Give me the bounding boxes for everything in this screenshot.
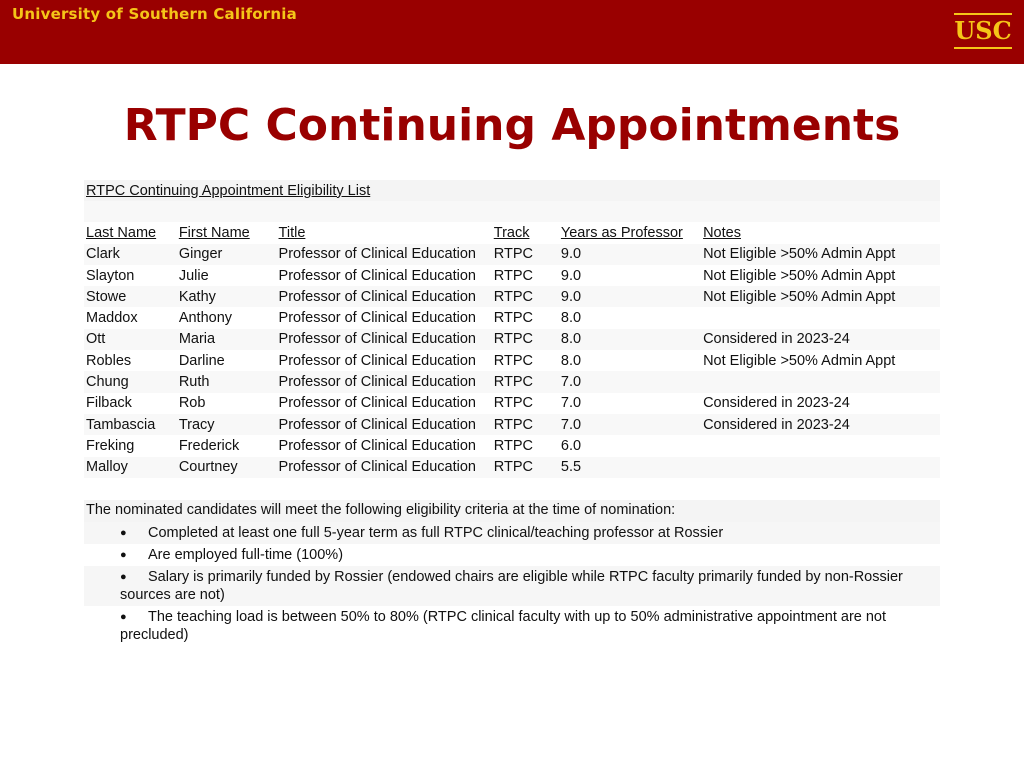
cell-years: 6.0 [560, 437, 582, 454]
col-header-track: Track [493, 224, 530, 241]
cell-title: Professor of Clinical Education [278, 331, 476, 348]
cell-first-name: Courtney [178, 459, 238, 476]
cell-years: 7.0 [560, 416, 582, 433]
cell-years: 9.0 [560, 267, 582, 284]
table-row [84, 414, 940, 435]
usc-logo [954, 13, 1012, 51]
cell-notes: Considered in 2023-24 [703, 331, 850, 348]
header-banner [0, 0, 1024, 64]
cell-last-name: Filback [86, 395, 132, 412]
list-title-row [84, 180, 940, 201]
criteria-intro: The nominated candidates will meet the following eligibility criteria at the time of nomination: [84, 500, 940, 522]
cell-first-name: Rob [178, 395, 206, 412]
cell-notes: Not Eligible >50% Admin Appt [703, 352, 896, 369]
table-row [84, 265, 940, 286]
cell-title: Professor of Clinical Education [278, 246, 476, 263]
cell-last-name: Maddox [86, 310, 138, 327]
cell-first-name: Darline [178, 352, 225, 369]
cell-track: RTPC [493, 331, 533, 348]
cell-last-name: Tambascia [86, 416, 156, 433]
cell-title: Professor of Clinical Education [278, 459, 476, 476]
cell-notes: Not Eligible >50% Admin Appt [703, 267, 896, 284]
cell-track: RTPC [493, 246, 533, 263]
cell-track: RTPC [493, 310, 533, 327]
cell-first-name: Frederick [178, 437, 240, 454]
cell-years: 7.0 [560, 374, 582, 391]
cell-track: RTPC [493, 288, 533, 305]
cell-first-name: Ginger [178, 246, 223, 263]
cell-track: RTPC [493, 374, 533, 391]
table-row [84, 350, 940, 371]
cell-title: Professor of Clinical Education [278, 437, 476, 454]
page-title: RTPC Continuing Appointments [123, 100, 901, 151]
cell-last-name: Slayton [86, 267, 135, 284]
col-header-years: Years as Professor [560, 224, 683, 241]
cell-title: Professor of Clinical Education [278, 395, 476, 412]
criteria-text: The teaching load is between 50% to 80% (RTPC clinical faculty with up to 50% administrative appointment are not precluded) [120, 608, 887, 643]
cell-years: 5.5 [560, 459, 582, 476]
university-name: University of Southern California [12, 5, 297, 23]
table-row [84, 457, 940, 478]
cell-title: Professor of Clinical Education [278, 352, 476, 369]
cell-years: 8.0 [560, 352, 582, 369]
bullet-icon: ● [120, 570, 127, 583]
cell-title: Professor of Clinical Education [278, 288, 476, 305]
table-row [84, 307, 940, 328]
eligibility-criteria [84, 500, 940, 646]
criteria-item [84, 606, 940, 646]
col-header-last-name: Last Name [86, 224, 157, 241]
bullet-icon: ● [120, 526, 127, 539]
cell-track: RTPC [493, 352, 533, 369]
cell-years: 7.0 [560, 395, 582, 412]
criteria-item [84, 566, 940, 606]
eligibility-sheet [84, 180, 940, 646]
cell-track: RTPC [493, 416, 533, 433]
criteria-list [84, 522, 940, 646]
cell-years: 9.0 [560, 288, 582, 305]
cell-track: RTPC [493, 459, 533, 476]
cell-last-name: Chung [86, 374, 129, 391]
criteria-item [84, 522, 940, 544]
spacer-row [84, 201, 940, 222]
logo-rule-bottom [954, 47, 1012, 49]
cell-last-name: Stowe [86, 288, 127, 305]
cell-last-name: Robles [86, 352, 132, 369]
col-header-notes: Notes [703, 224, 741, 241]
cell-track: RTPC [493, 437, 533, 454]
cell-title: Professor of Clinical Education [278, 267, 476, 284]
cell-notes: Considered in 2023-24 [703, 395, 850, 412]
cell-title: Professor of Clinical Education [278, 416, 476, 433]
cell-track: RTPC [493, 267, 533, 284]
table-body [84, 244, 940, 478]
cell-title: Professor of Clinical Education [278, 374, 476, 391]
cell-first-name: Anthony [178, 310, 233, 327]
cell-first-name: Kathy [178, 288, 216, 305]
table-row [84, 393, 940, 414]
cell-years: 9.0 [560, 246, 582, 263]
cell-track: RTPC [493, 395, 533, 412]
table-row [84, 286, 940, 307]
table-row [84, 371, 940, 392]
logo-rule-top [954, 13, 1012, 15]
criteria-text: Completed at least one full 5-year term as full RTPC clinical/teaching professor at Rossier [148, 524, 724, 541]
cell-title: Professor of Clinical Education [278, 310, 476, 327]
table-header-row [84, 222, 940, 243]
bullet-icon: ● [120, 610, 127, 623]
cell-notes: Not Eligible >50% Admin Appt [703, 288, 896, 305]
cell-last-name: Freking [86, 437, 135, 454]
cell-years: 8.0 [560, 310, 582, 327]
bullet-icon: ● [120, 548, 127, 561]
table-row [84, 435, 940, 456]
col-header-first-name: First Name [178, 224, 250, 241]
cell-last-name: Malloy [86, 459, 128, 476]
cell-years: 8.0 [560, 331, 582, 348]
cell-first-name: Tracy [178, 416, 215, 433]
criteria-text: Salary is primarily funded by Rossier (endowed chairs are eligible while RTPC faculty primarily funded by non-Rossier sources are not) [120, 568, 903, 603]
cell-last-name: Clark [86, 246, 120, 263]
cell-notes: Not Eligible >50% Admin Appt [703, 246, 896, 263]
criteria-item [84, 544, 940, 566]
cell-last-name: Ott [86, 331, 106, 348]
logo-text: USC [954, 16, 1012, 45]
table-row [84, 329, 940, 350]
cell-first-name: Ruth [178, 374, 210, 391]
cell-notes: Considered in 2023-24 [703, 416, 850, 433]
table-row [84, 244, 940, 265]
list-title: RTPC Continuing Appointment Eligibility List [86, 182, 371, 199]
cell-first-name: Julie [178, 267, 209, 284]
criteria-text: Are employed full-time (100%) [148, 546, 344, 563]
col-header-title: Title [278, 224, 306, 241]
cell-first-name: Maria [178, 331, 216, 348]
